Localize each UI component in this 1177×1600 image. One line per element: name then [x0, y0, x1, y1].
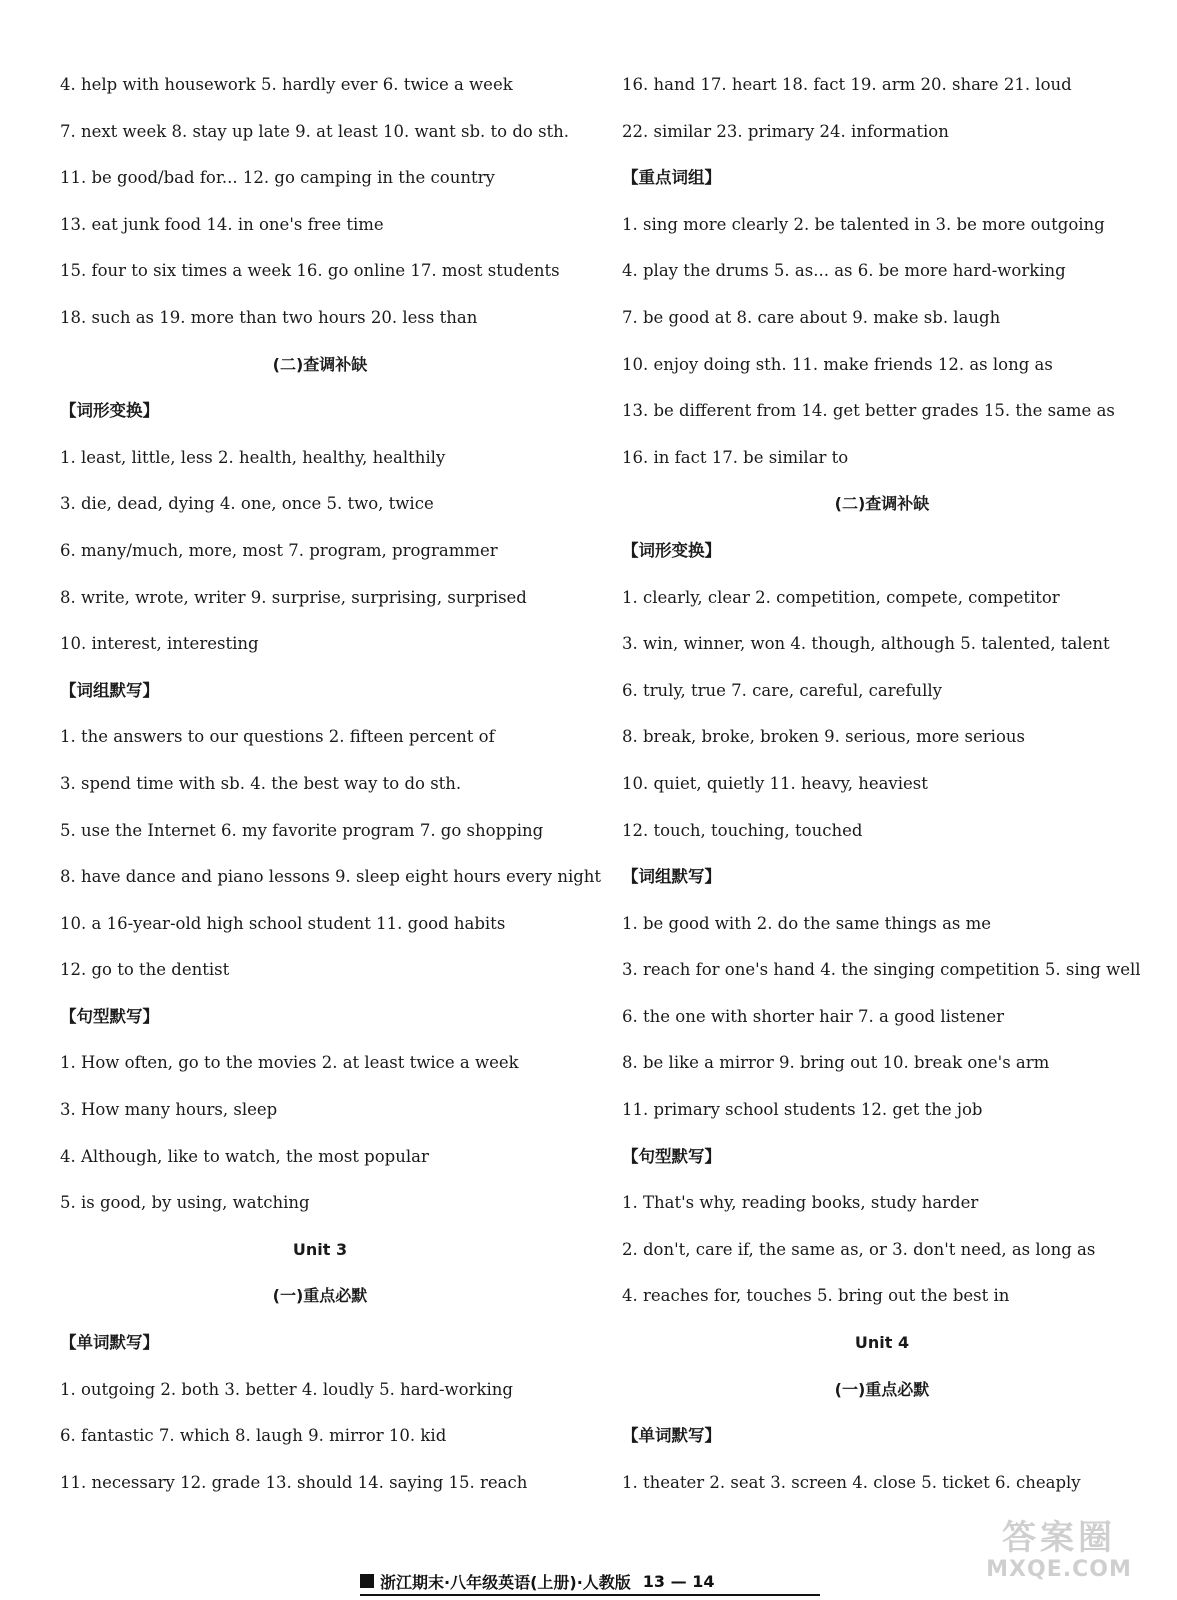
answer-line: 4. play the drums 5. as... as 6. be more hard-working: [622, 261, 1066, 281]
answer-line: 1. How often, go to the movies 2. at least twice a week: [60, 1053, 519, 1073]
page-footer: [360, 1568, 820, 1596]
answer-line: 12. touch, touching, touched: [622, 820, 863, 840]
answer-line: 1. That's why, reading books, study harder: [622, 1193, 979, 1213]
answer-line: 8. write, wrote, writer 9. surprise, surprising, surprised: [60, 587, 527, 607]
answer-line: 7. next week 8. stay up late 9. at least 10. want sb. to do sth.: [60, 121, 570, 141]
watermark-sub: MXQE.COM: [986, 1557, 1132, 1582]
section-heading: 【重点词组】: [622, 168, 721, 188]
answer-line: 4. help with housework 5. hardly ever 6. twice a week: [60, 75, 513, 94]
answer-line: 11. primary school students 12. get the job: [622, 1100, 983, 1120]
answer-line: 5. use the Internet 6. my favorite program 7. go shopping: [60, 820, 544, 840]
answer-line: 6. the one with shorter hair 7. a good listener: [622, 1006, 1005, 1026]
section-heading: 【词形变换】: [60, 401, 159, 421]
left-column: [60, 70, 602, 1514]
footer-title: 浙江期末·八年级英语(上册)·人教版: [380, 1572, 631, 1592]
answer-line: 10. quiet, quietly 11. heavy, heaviest: [622, 773, 928, 793]
answer-line: 10. enjoy doing sth. 11. make friends 12. as long as: [622, 354, 1053, 374]
answer-line: 3. spend time with sb. 4. the best way to do sth.: [60, 773, 462, 793]
answer-line: 13. eat junk food 14. in one's free time: [60, 214, 384, 234]
answer-line: 10. interest, interesting: [60, 634, 259, 654]
answer-line: 4. reaches for, touches 5. bring out the best in: [622, 1286, 1010, 1306]
answer-line: 1. sing more clearly 2. be talented in 3. be more outgoing: [622, 214, 1105, 234]
answer-line: 7. be good at 8. care about 9. make sb. laugh: [622, 307, 1001, 327]
section-title: (二)查调补缺: [834, 494, 930, 514]
answer-line: 1. the answers to our questions 2. fifteen percent of: [60, 727, 495, 747]
answer-line: 6. fantastic 7. which 8. laugh 9. mirror 10. kid: [60, 1426, 447, 1446]
section-heading: 【词组默写】: [60, 680, 159, 700]
answer-line: 18. such as 19. more than two hours 20. less than: [60, 307, 478, 327]
section-heading: 【句型默写】: [622, 1146, 721, 1166]
answer-line: 1. least, little, less 2. health, healthy, healthily: [60, 447, 446, 467]
answer-line: 11. necessary 12. grade 13. should 14. saying 15. reach: [60, 1472, 528, 1492]
section-title: (一)重点必默: [272, 1286, 368, 1306]
answer-line: 1. clearly, clear 2. competition, compete, competitor: [622, 587, 1060, 607]
answer-line: 6. many/much, more, most 7. program, programmer: [60, 540, 498, 560]
answer-line: 6. truly, true 7. care, careful, carefully: [622, 680, 942, 700]
answer-line: 16. in fact 17. be similar to: [622, 447, 849, 467]
section-title: Unit 4: [854, 1333, 910, 1353]
section-heading: 【词形变换】: [622, 540, 721, 560]
footer-square-icon: [360, 1574, 374, 1588]
answer-line: 3. reach for one's hand 4. the singing competition 5. sing well: [622, 960, 1141, 980]
section-heading: 【单词默写】: [60, 1333, 159, 1353]
answer-line: 8. be like a mirror 9. bring out 10. break one's arm: [622, 1053, 1050, 1073]
section-title: (一)重点必默: [834, 1379, 930, 1399]
answer-line: 10. a 16-year-old high school student 11. good habits: [60, 913, 506, 933]
answer-line: 16. hand 17. heart 18. fact 19. arm 20. share 21. loud: [622, 75, 1072, 94]
answer-line: 12. go to the dentist: [60, 960, 230, 980]
answer-line: 5. is good, by using, watching: [60, 1193, 310, 1213]
section-heading: 【单词默写】: [622, 1426, 721, 1446]
answer-line: 4. Although, like to watch, the most popular: [60, 1146, 429, 1166]
section-title: Unit 3: [292, 1239, 348, 1259]
answer-line: 11. be good/bad for... 12. go camping in the country: [60, 168, 495, 188]
answer-line: 1. be good with 2. do the same things as me: [622, 913, 992, 933]
answer-line: 1. outgoing 2. both 3. better 4. loudly 5. hard-working: [60, 1379, 513, 1399]
answer-line: 2. don't, care if, the same as, or 3. don't need, as long as: [622, 1239, 1096, 1259]
answer-line: 3. die, dead, dying 4. one, once 5. two, twice: [60, 494, 434, 514]
answer-line: 8. have dance and piano lessons 9. sleep eight hours every night: [60, 867, 602, 887]
answer-line: 13. be different from 14. get better grades 15. the same as: [622, 401, 1115, 421]
right-column: [622, 70, 1142, 1514]
answer-line: 8. break, broke, broken 9. serious, more serious: [622, 727, 1025, 747]
answer-line: 1. theater 2. seat 3. screen 4. close 5. ticket 6. cheaply: [622, 1472, 1081, 1492]
answer-line: 22. similar 23. primary 24. information: [622, 121, 949, 141]
section-title: (二)查调补缺: [272, 354, 368, 374]
answer-line: 3. How many hours, sleep: [60, 1100, 278, 1120]
answer-line: 3. win, winner, won 4. though, although 5. talented, talent: [622, 634, 1110, 654]
watermark-logo: [969, 1518, 1149, 1588]
section-heading: 【词组默写】: [622, 867, 721, 887]
answer-line: 15. four to six times a week 16. go online 17. most students: [60, 261, 560, 281]
section-heading: 【句型默写】: [60, 1006, 159, 1026]
watermark-main: 答案圈: [1002, 1518, 1116, 1558]
page-numbers: 13 — 14: [642, 1571, 715, 1591]
